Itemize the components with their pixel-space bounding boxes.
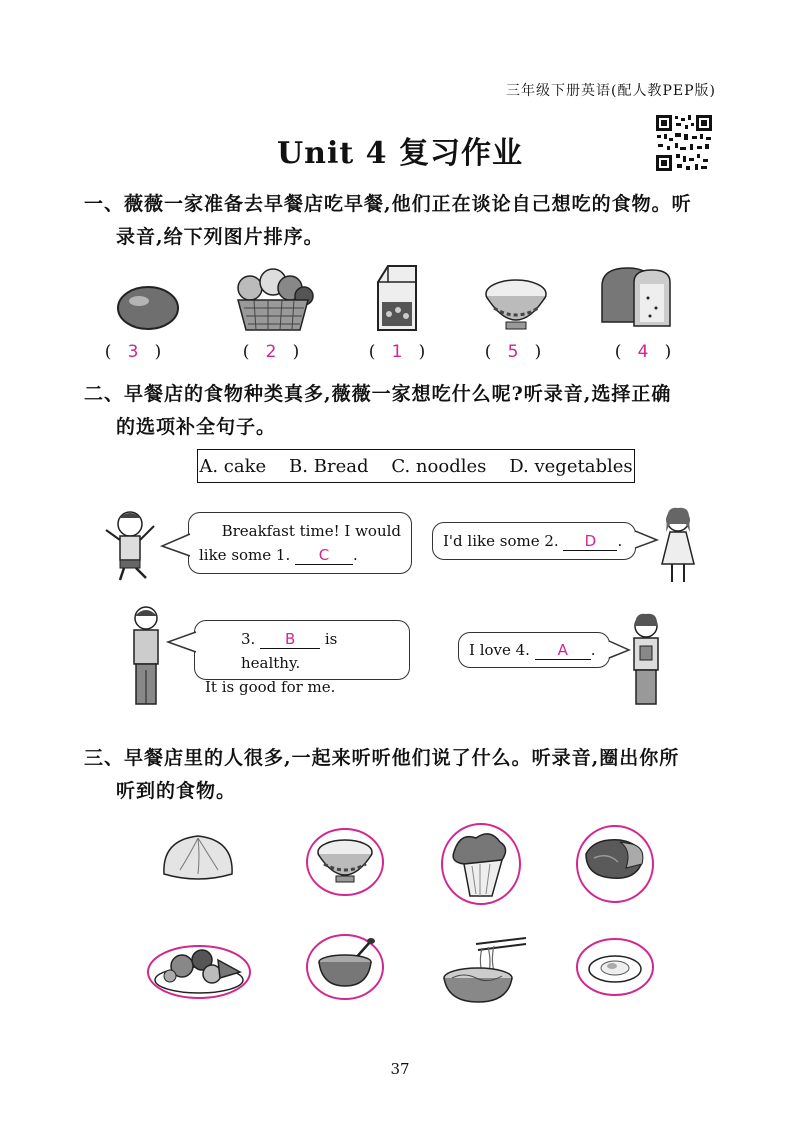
book-info: 三年级下册英语(配人教PEP版) — [506, 83, 716, 99]
dialog-2-blank: D — [563, 532, 617, 551]
speech-bubble-1 — [188, 512, 412, 574]
dialog-3-suffix: is healthy. — [241, 630, 338, 672]
speech-bubble-4 — [458, 632, 610, 668]
fruit-plate-icon — [155, 950, 243, 993]
speech-bubble-2 — [432, 522, 636, 560]
soup-bowl-icon — [319, 938, 375, 986]
steamed-bun-icon — [160, 830, 236, 886]
section-3-line-2: 听到的食物。 — [116, 780, 237, 802]
dialog-1-suffix: . — [353, 546, 358, 564]
rice-bowl-icon — [318, 840, 372, 882]
circled-plate-egg — [574, 936, 656, 998]
circled-soup-bowl — [304, 932, 386, 1002]
circled-rice-bowl — [304, 826, 386, 898]
answer-slot-2: ( 2 ) — [242, 342, 300, 362]
page-number: 37 — [390, 1060, 410, 1078]
dialog-4-suffix: . — [590, 641, 596, 659]
page-title: Unit 4 复习作业 — [277, 136, 523, 171]
boy-waving-icon — [102, 508, 158, 582]
section-1-line-2: 录音,给下列图片排序。 — [116, 226, 324, 248]
section-1-instruction — [84, 188, 724, 254]
plate-egg-icon — [589, 956, 641, 982]
dialog-1-line-1: Breakfast time! I would — [221, 522, 401, 540]
dialog-3-line-2: It is good for me. — [205, 678, 336, 696]
answer-2: 2 — [265, 342, 277, 362]
boy-standing-icon — [128, 604, 164, 708]
answer-slot-3: ( 1 ) — [368, 342, 426, 362]
answer-4: 5 — [507, 342, 519, 362]
dialog-1-line-2 — [199, 543, 401, 567]
circled-fruit-plate — [146, 942, 252, 1002]
section-2-line-2: 的选项补全句子。 — [116, 416, 277, 438]
noodles-icon — [440, 934, 528, 1006]
section-3-instruction — [84, 742, 724, 808]
dialog-3-line-1 — [205, 627, 399, 675]
options-box: A. cake B. Bread C. noodles D. vegetables — [197, 449, 635, 483]
dialog-3-blank: B — [260, 630, 320, 649]
bubble-3-tail — [166, 628, 198, 658]
dialog-3-prefix: 3. — [241, 630, 261, 648]
girl-holding-book-icon — [628, 612, 664, 708]
section-1-line-1: 一、薇薇一家准备去早餐店吃早餐,他们正在谈论自己想吃的食物。听 — [84, 193, 692, 215]
speech-bubble-3 — [194, 620, 410, 696]
meat-icon — [586, 840, 643, 878]
egg-icon — [115, 283, 181, 333]
answer-3: 1 — [391, 342, 403, 362]
fruit-basket-icon — [228, 266, 318, 334]
dialog-1-blank: C — [295, 546, 353, 565]
dialog-4-prefix: I love 4. — [469, 641, 535, 659]
section-2-line-1: 二、早餐店的食物种类真多,薇薇一家想吃什么呢?听录音,选择正确 — [84, 383, 672, 405]
section-3-line-1: 三、早餐店里的人很多,一起来听听他们说了什么。听录音,圈出你所 — [84, 747, 680, 769]
dialog-2-suffix: . — [617, 532, 623, 550]
circled-cabbage — [440, 822, 522, 906]
bubble-2-tail — [633, 528, 659, 552]
dialog-1-prefix: like some 1. — [199, 546, 296, 564]
answer-5: 4 — [637, 342, 649, 362]
answer-slot-4: ( 5 ) — [484, 342, 542, 362]
answer-slot-5: ( 4 ) — [614, 342, 672, 362]
bubble-1-tail — [160, 530, 192, 560]
cabbage-icon — [453, 834, 505, 896]
milk-carton-icon — [374, 262, 420, 334]
dialog-4-blank: A — [535, 641, 591, 660]
answer-1: 3 — [127, 342, 139, 362]
dialog-2-prefix: I'd like some 2. — [443, 532, 564, 550]
girl-dress-icon — [658, 506, 698, 586]
bread-icon — [598, 264, 674, 332]
section-2-instruction — [84, 378, 724, 444]
circled-meat — [574, 824, 656, 904]
qr-code-icon — [655, 114, 713, 172]
answer-slot-1: ( 3 ) — [104, 342, 162, 362]
rice-bowl-icon — [482, 274, 550, 332]
